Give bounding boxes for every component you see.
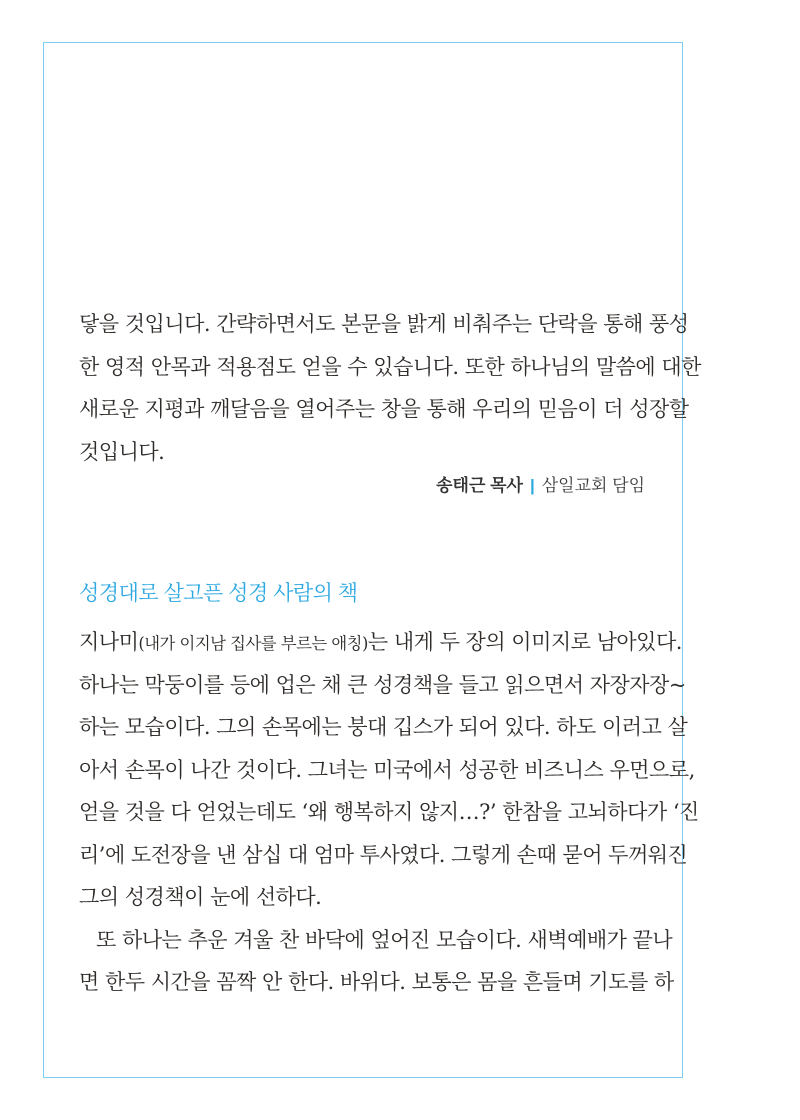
intro-line-2: 한 영적 안목과 적용점도 얻을 수 있습니다. 또한 하나님의 말씀에 대한 xyxy=(79,354,701,379)
body-line-8: 또 하나는 추운 겨울 찬 바닥에 엎어진 모습이다. 새벽예배가 끝나 xyxy=(96,927,673,952)
attribution-name: 송태근 목사 xyxy=(436,476,523,495)
section-body xyxy=(79,621,699,1004)
body-line-3: 하는 모습이다. 그의 손목에는 붕대 깁스가 되어 있다. 하도 이러고 살 xyxy=(79,715,688,739)
intro-line-4: 것입니다. xyxy=(79,439,165,464)
section-heading: 성경대로 살고픈 성경 사람의 책 xyxy=(79,582,358,605)
intro-line-1: 닿을 것입니다. 간략하면서도 본문을 밝게 비춰주는 단락을 통해 풍성 xyxy=(79,312,689,336)
body-line-6: 리’에 도전장을 낸 삼십 대 엄마 투사였다. 그렇게 손때 묻어 두꺼워진 xyxy=(79,842,688,867)
intro-line-3: 새로운 지평과 깨달음을 열어주는 창을 통해 우리의 믿음이 더 성장할 xyxy=(79,397,689,421)
attribution-role: 삼일교회 담임 xyxy=(541,476,645,495)
body-line-1 xyxy=(79,621,682,664)
body-line-4: 아서 손목이 나간 것이다. 그녀는 미국에서 성공한 비즈니스 우먼으로, xyxy=(79,757,695,782)
attribution xyxy=(79,474,663,498)
body-line-9: 면 한두 시간을 꼼짝 안 한다. 바위다. 보통은 몸을 흔들며 기도를 하 xyxy=(79,970,674,994)
intro-paragraph xyxy=(79,303,701,473)
attribution-separator: | xyxy=(529,476,535,495)
body-line-7: 그의 성경책이 눈에 선하다. xyxy=(79,885,322,909)
body-line-2: 하나는 막둥이를 등에 업은 채 큰 성경책을 들고 읽으면서 자장자장~ xyxy=(79,672,686,697)
body-line-1-lead: 지나미 xyxy=(79,630,139,654)
body-line-1-rest: 는 내게 두 장의 이미지로 남아있다. xyxy=(367,630,682,654)
body-line-1-parenthetical: (내가 이지남 집사를 부르는 애칭) xyxy=(138,634,368,653)
body-line-5: 얻을 것을 다 얻었는데도 ‘왜 행복하지 않지…?’ 한참을 고뇌하다가 ‘진 xyxy=(79,800,699,824)
